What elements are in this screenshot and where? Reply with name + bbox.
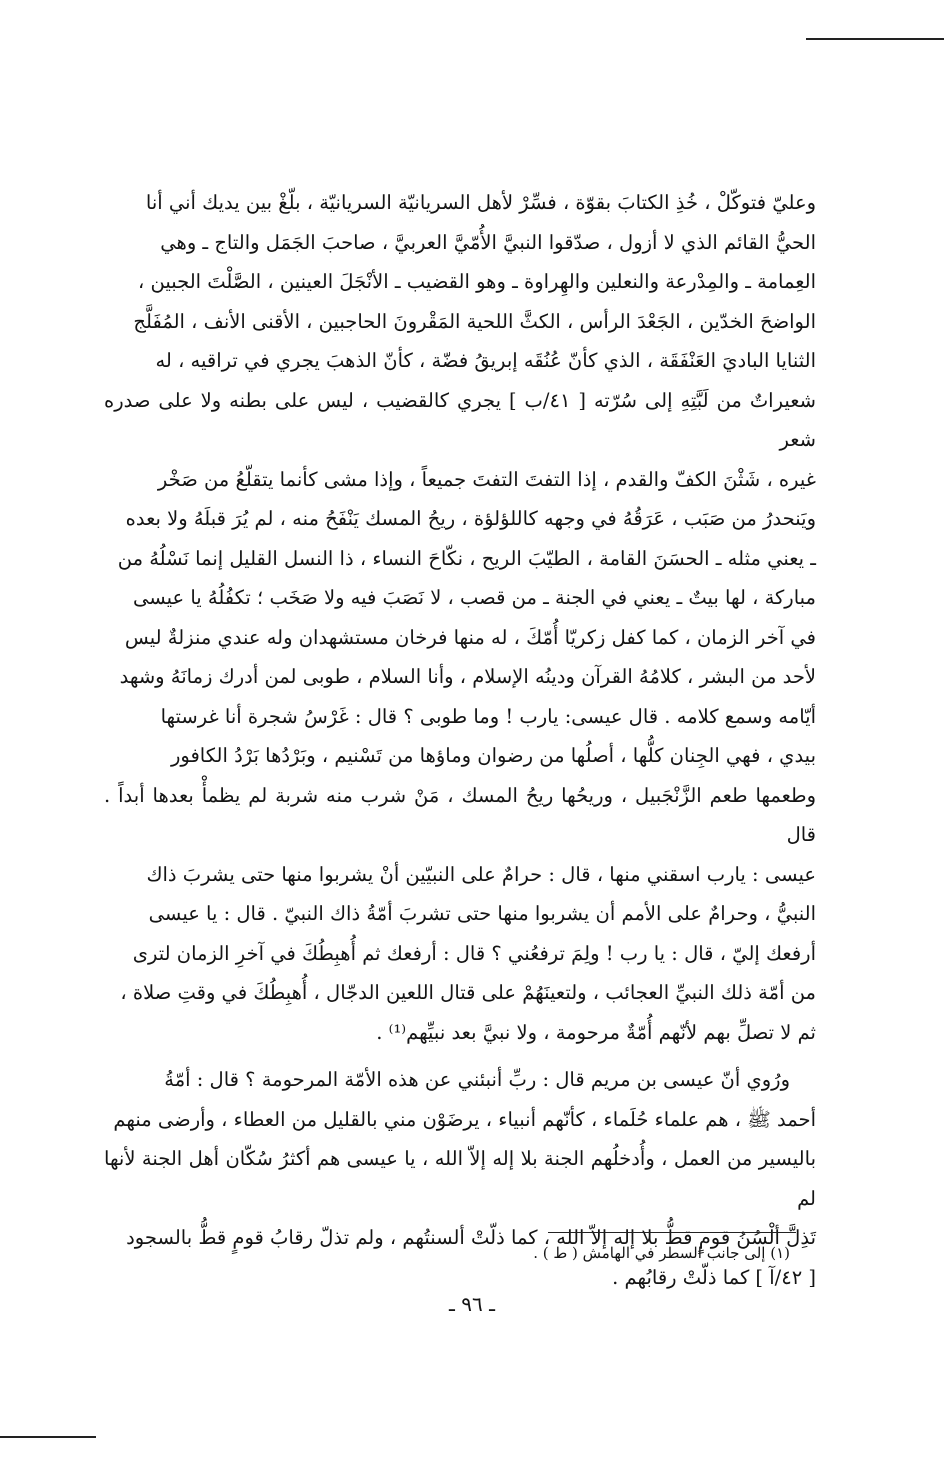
page-number: ـ ٩٦ ـ bbox=[449, 1292, 495, 1316]
footnote-separator bbox=[548, 1232, 796, 1233]
bottom-margin-rule bbox=[0, 1436, 96, 1438]
paragraph-gap bbox=[104, 1052, 816, 1060]
body-paragraph-1: وعليّ فتوكّلْ ، خُذِ الكتابَ بقوّة ، فسِّرْ لأهل السريانيّة السريانيّة ، بلّغْ بين يديك أني أنا الحيُّ القائم الذي لا أزول ، صدّقوا النبيَّ الأُمّيَّ العربيَّ ، صاحبَ الجَمَل والتاج ـ وهي العِمامة ـ والمِدْرعة والنعلين والهِراوة ـ وهو القضيب ـ الأنْجَلَ العينين ، الصَّلْتَ الجبين ، الواضحَ الخدّين ، الجَعْدَ الرأس ، الكثَّ اللحية المَقْرونَ الحاجبين ، الأقنى الأنف ، المُفَلَّج الثنايا الباديَ العَنْفَقَة ، الذي كأنّ عُنُقَه إبريقُ فضّة ، كأنّ الذهبَ يجري في تراقيه ، له شعيراتٌ من لَبَّتِهِ إلى سُرّته [ ٤١/ب ] يجري كالقضيب ، ليس على بطنه ولا على صدره شعر غيره ، شَثْنَ الكفّ والقدم ، إذا التفتَ التفتَ جميعاً ، وإذا مشى كأنما يتقلّعُ من صَخْر ويَنحدرُ من صَبَب ، عَرَقُهُ في وجهه كاللؤلؤة ، ريحُ المسك يَنْفَحُ منه ، لم يُرَ قبلَهُ ولا بعده ـ يعني مثله ـ الحسَنَ القامة ، الطيّبَ الريح ، نكّاحَ النساء ، ذا النسل القليل إنما نَسْلُهُ من مباركة ، لها بيتٌ ـ يعني في الجنة ـ من قصب ، لا نَصَبَ فيه ولا صَخَب ؛ تكفُلُهُ يا عيسى في آخر الزمان ، كما كفل زكريّا أُمّكَ ، له منها فرخان مستشهدان وله عندي منزلةٌ ليس لأحد من البشر ، كلامُهُ القرآن ودينُه الإسلام ، وأنا السلام ، طوبى لمن أدرك زمانَهُ وشهد أيّامه وسمع كلامه . قال عيسى: يارب ! وما طوبى ؟ قال : غَرْسُ شجرة أنا غرستها بيدي ، فهي الجِنان كلُّها ، أصلُها من رضوان وماؤها من تَسْنيم ، وبَرْدُها بَرْدُ الكافور وطعمها طعم الزَّنْجَبيل ، وريحُها ريحُ المسك ، مَنْ شرب منه شربة لم يظمأْ بعدها أبداً . قال عيسى : يارب اسقني منها ، قال : حرامٌ على النبيّين أنْ يشربوا منها حتى يشربَ ذاك النبيُّ ، وحرامٌ على الأمم أن يشربوا منها حتى تشربَ أمّةُ ذاك النبيّ . قال : يا عيسى أرفعك إليّ ، قال : يا رب ! ولِمَ ترفعُني ؟ قال : أرفعك ثم أُهبِطُكَ في آخرِ الزمان لترى من أمّة ذلك النبيِّ العجائب ، ولتعينَهُمْ على قتال اللعين الدجّال ، أُهبِطُكَ في وقتِ صلاة ، ثم لا تصلِّ بهم لأنّهم أُمّةٌ مرحومة ، ولا نبيَّ بعد نبيِّهم⁽¹⁾ . bbox=[104, 191, 816, 1044]
main-text-body bbox=[104, 183, 816, 1297]
top-header-rule bbox=[806, 38, 944, 40]
body-paragraph-2: ورُوي أنّ عيسى بن مريم قال : ربِّ أنبئني عن هذه الأمّة المرحومة ؟ قال : أمّةُ أحمد ﷺ ، هم علماء حُلَماء ، كأنّهم أنبياء ، يرضَوْن مني بالقليل من العطاء ، وأرضى منهم باليسير من العمل ، وأُدخلُهم الجنة بلا إله إلاّ الله ، يا عيسى هم أكثرُ سُكّان أهل الجنة لأنها لم تَذِلَّ ألْسُنُ قومٍ قطُّ بلا إله إلاّ الله ، كما ذلّتْ ألسنتُهم ، ولم تذلّ رقابُ قومٍ قطُّ بالسجود [ ٤٢/آ ] كما ذلّتْ رقابُهم . bbox=[104, 1068, 816, 1289]
footnote: (١) إلى جانب السطر في الهامش ( ط ) . bbox=[533, 1244, 790, 1262]
